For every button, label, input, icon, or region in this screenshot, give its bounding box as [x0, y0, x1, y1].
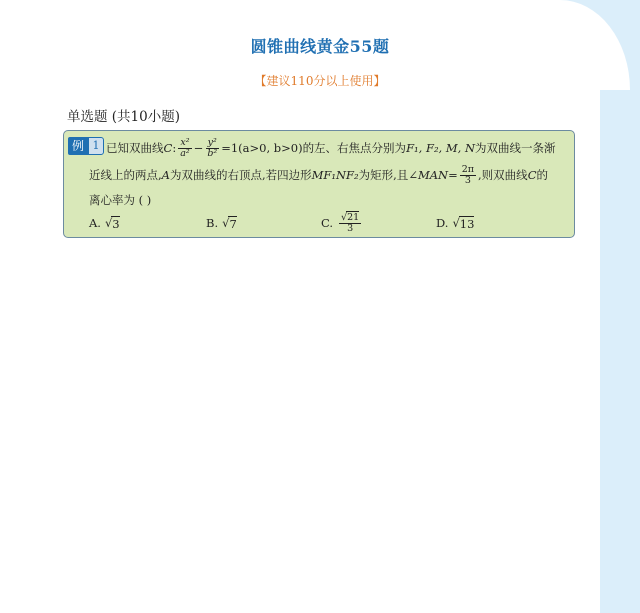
fraction [339, 213, 361, 234]
math-symbol: A [161, 168, 170, 182]
answer-options [89, 213, 569, 233]
fraction-numerator [339, 213, 361, 224]
question-box [63, 130, 575, 238]
option-value: 3 [112, 216, 120, 231]
sqrt-symbol: √ [104, 216, 113, 230]
fraction-numerator: x² [180, 136, 190, 148]
math-expression: ∠MAN= [408, 168, 458, 182]
option-d[interactable] [436, 213, 474, 233]
fraction [460, 165, 476, 186]
fraction [205, 138, 219, 159]
question-number: 1 [88, 137, 104, 155]
document-subtitle: 【建议110分以上使用】 [254, 74, 386, 88]
math-symbol: C [527, 168, 537, 182]
option-value: 21 [347, 211, 360, 223]
option-label: D. [436, 216, 449, 230]
math-expression: =1(a>0, b>0) [221, 141, 303, 155]
fraction-denominator: b² [207, 147, 218, 159]
math-expression: MF₁NF₂ [311, 168, 359, 182]
fraction-denominator: 3 [347, 222, 354, 234]
sqrt-symbol: √ [341, 211, 348, 223]
text-segment: 为双曲线一条渐 [475, 141, 556, 155]
option-label: C. [321, 216, 334, 230]
text-segment: 为双曲线的右顶点,若四边形 [169, 168, 312, 182]
text-segment: 为矩形,且 [358, 168, 409, 182]
text-segment: 近线上的两点, [89, 168, 162, 182]
option-c[interactable] [321, 213, 363, 233]
option-value: 7 [229, 216, 237, 231]
question-line-3 [89, 189, 151, 211]
fraction [178, 138, 191, 159]
option-label: A. [89, 216, 101, 230]
document-title: 圆锥曲线黄金55题 [250, 37, 390, 56]
math-symbol: C [163, 141, 173, 155]
question-tag [68, 137, 104, 155]
question-tag-word: 例 [68, 137, 88, 155]
question-line-1 [106, 135, 556, 161]
option-b[interactable] [206, 213, 237, 233]
option-a[interactable] [89, 213, 120, 233]
text-segment: : [172, 141, 177, 155]
fraction-denominator: 3 [464, 174, 471, 186]
sqrt-symbol: √ [452, 216, 460, 230]
text-segment: 的 [536, 168, 548, 182]
option-value: 13 [459, 216, 475, 231]
section-heading: 单选题 (共10小题) [67, 109, 181, 125]
math-expression: F₁, F₂, M, N [406, 141, 476, 155]
fraction-numerator: y² [207, 136, 217, 148]
fraction-numerator: 2π [461, 163, 475, 175]
text-segment: 离心率为 ( ) [89, 193, 152, 207]
sqrt-symbol: √ [222, 216, 230, 230]
option-label: B. [206, 216, 219, 230]
text-segment: 的左、右焦点分别为 [302, 141, 407, 155]
page-right-band [600, 0, 640, 613]
math-operator: − [193, 141, 204, 155]
text-segment: 已知双曲线 [106, 141, 164, 155]
text-segment: ,则双曲线 [478, 168, 528, 182]
question-line-2 [89, 161, 548, 189]
fraction-denominator: a² [180, 147, 190, 159]
